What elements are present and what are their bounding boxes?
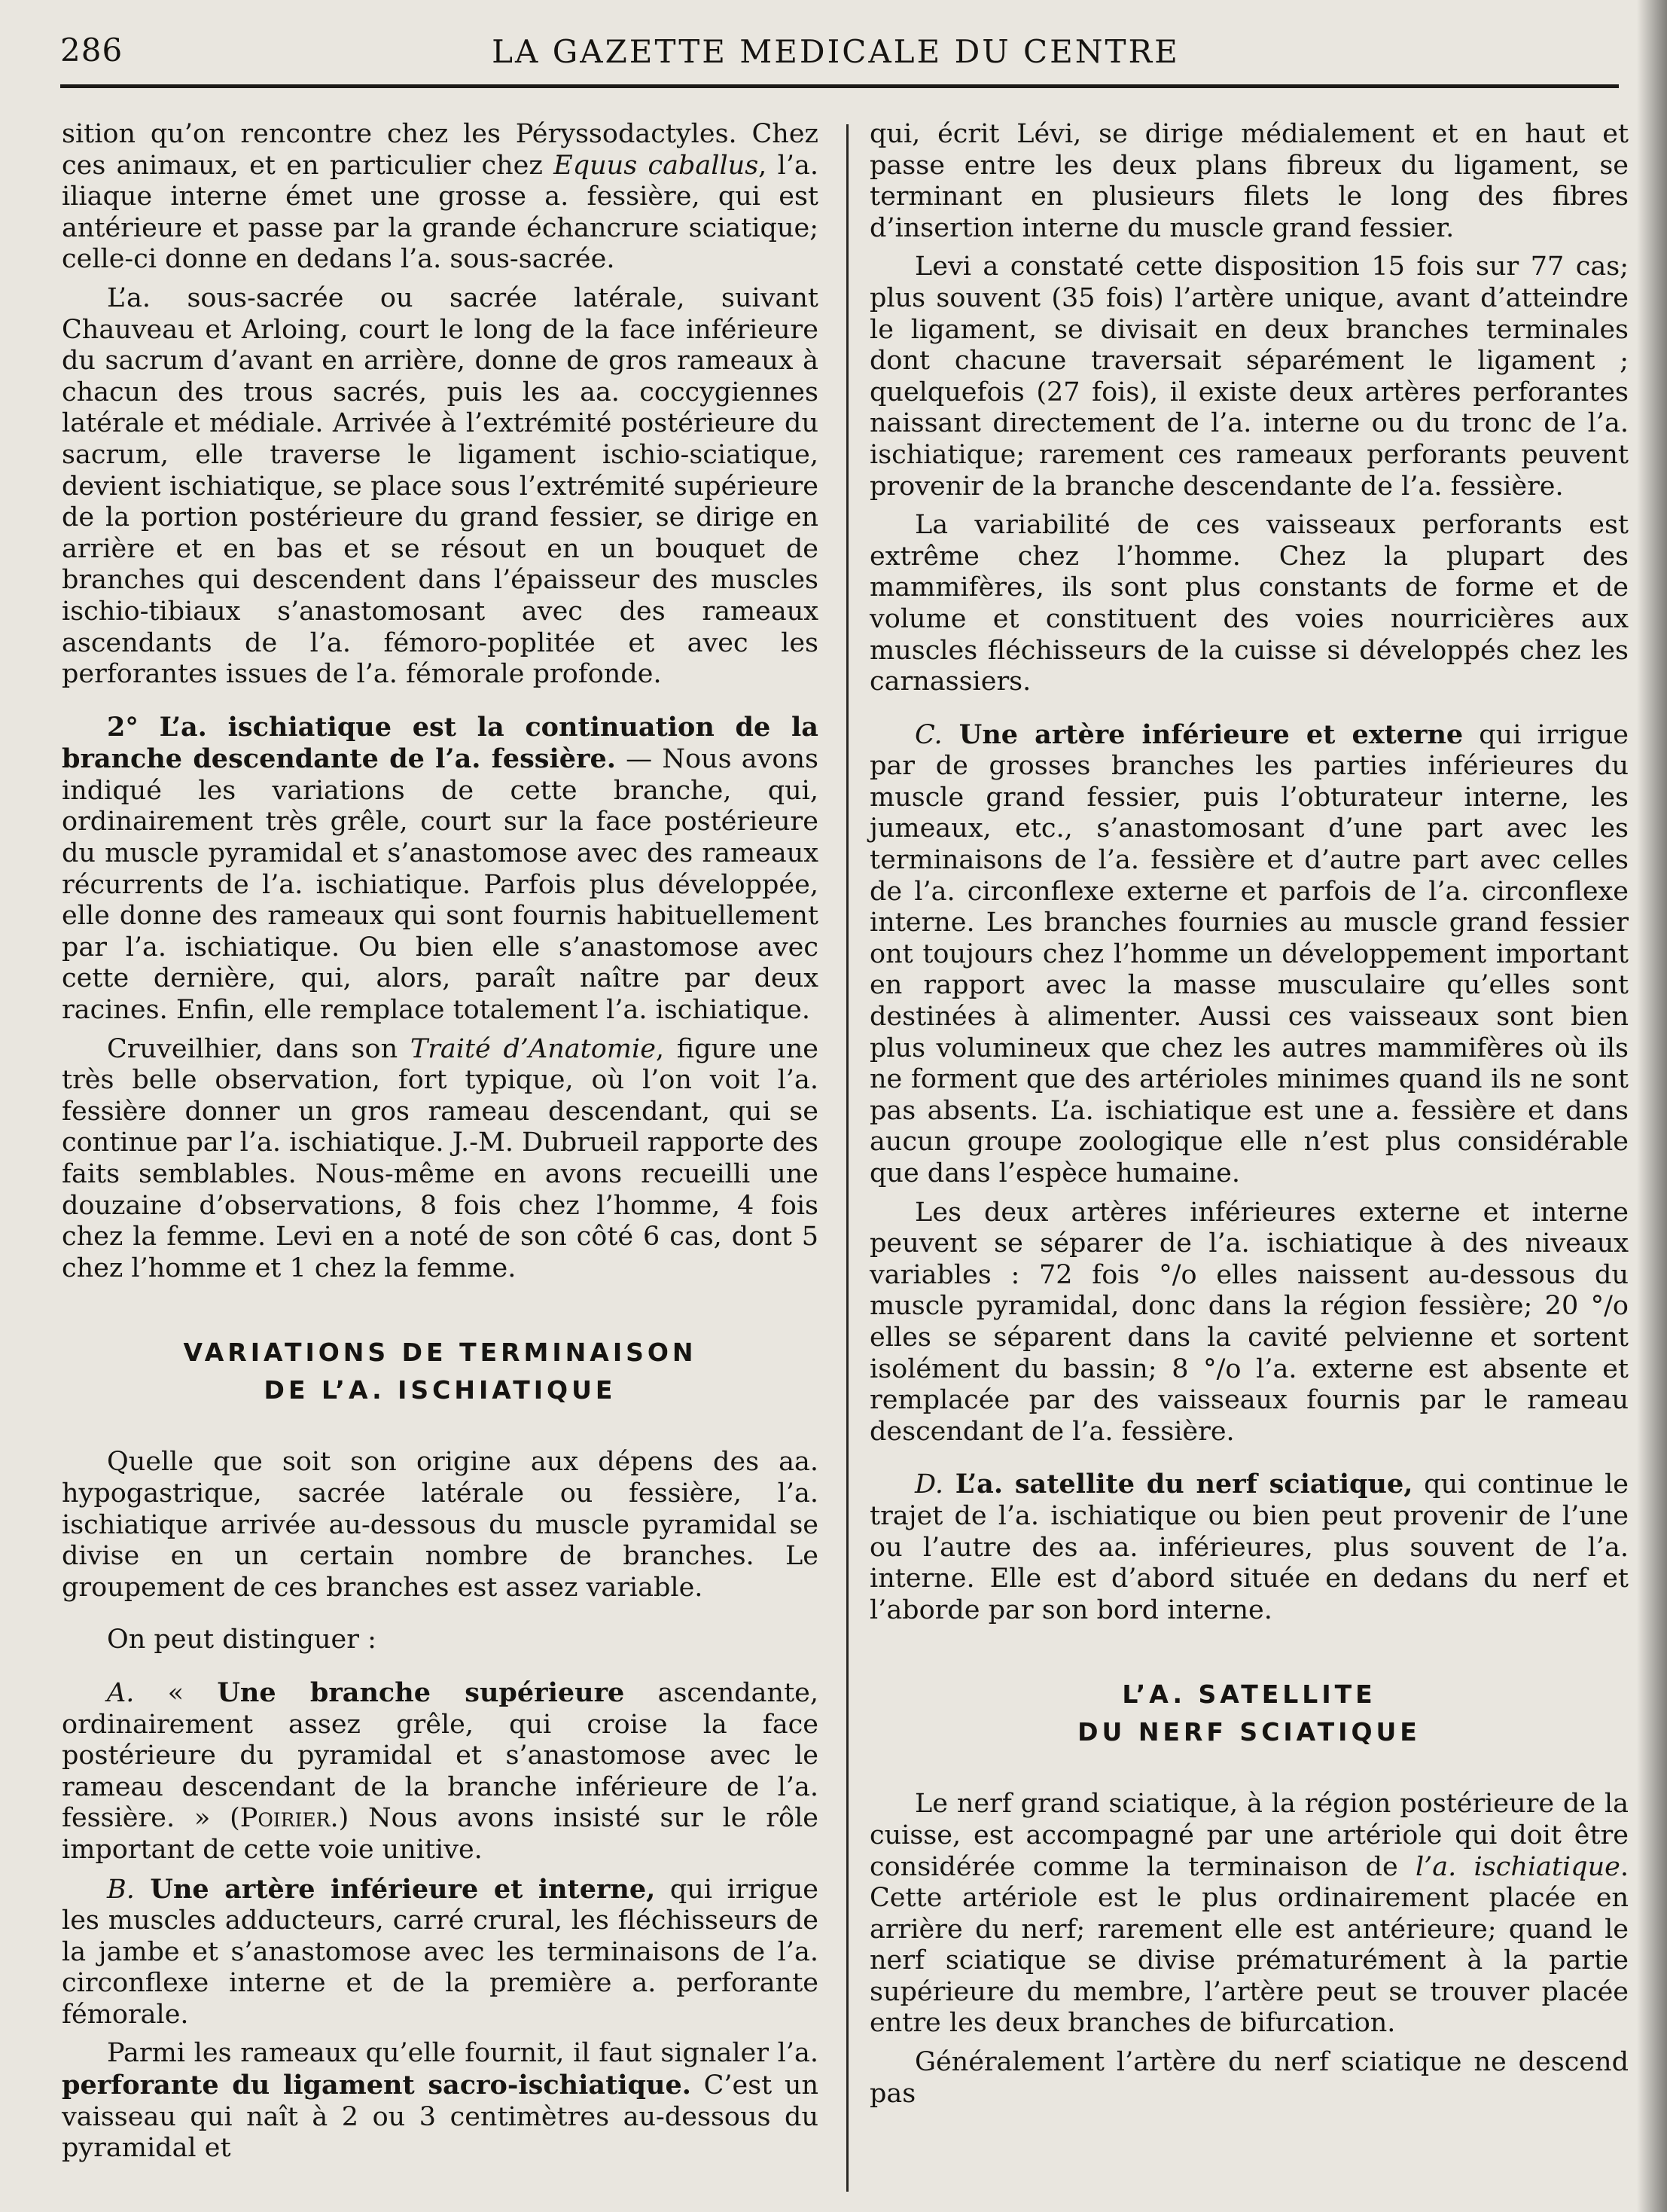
paragraph-branch-c: C. Une artère inférieure et externe qui irrigue par de grosses branches les parties inférieures du muscle grand fessier, puis l’obturateur interne, les jumeaux, etc., s’anastomosant d’une part avec les terminaisons de l’a. fessière et d’autre part avec celles de l’a. circonflexe externe et parfois de l’a. circonflexe interne. Les branches fournies au muscle grand fessier ont toujours chez l’homme un développement important en rapport avec la masse musculaire qu’elles sont destinées à alimenter. Aussi ces vaisseaux sont bien plus volumineux que chez les autres mammifères où ils ne forment que des artérioles minimes quand ils ne sont pas absents. L’a. ischiatique est une a. fessière et dans aucun groupe zoologique elle n’est plus considérable que dans l’espèce humaine. xyxy=(870,719,1629,1188)
paragraph-branch-b: B. Une artère inférieure et interne, qui irrigue les muscles adducteurs, carré crural, les fléchisseurs de la jambe et s’anastomose avec les terminaisons de l’a. circonflexe interne et de la première a. perforante fémorale. xyxy=(62,1873,818,2030)
paragraph-levi-cases: Levi a constaté cette disposition 15 fois sur 77 cas; plus souvent (35 fois) l’artère unique, avant d’atteindre le ligament, se divisait en deux branches terminales dont chacune traversait séparément le ligament ; quelquefois (27 fois), il existe deux artères perforantes naissant directement de l’a. interne ou du tronc de l’a. ischiatique; rarement ces rameaux perforants peuvent provenir de la branche descendante de l’a. fessière. xyxy=(870,252,1629,502)
paragraph-sous-sacree: L’a. sous-sacrée ou sacrée latérale, suivant Chauveau et Arloing, court le long de la face inférieure du sacrum d’avant en arrière, donne de gros rameaux à chacun des trous sacrés, puis les aa. coccygiennes latérale et médiale. Arrivée à l’extrémité postérieure du sacrum, elle traverse le ligament ischio-sciatique, devient ischiatique, se place sous l’extrémité supérieure de la portion postérieure du grand fessier, se dirige en arrière et en bas et se résout en un bouquet de branches qui descendent dans l’épaisseur des muscles ischio-tibiaux s’anastomosant avec des rameaux ascendants de l’a. fémoro-poplitée et avec les perforantes issues de l’a. fémorale profonde. xyxy=(62,282,818,690)
paragraph-niveaux: Les deux artères inférieures externe et interne peuvent se séparer de l’a. ischiatique à des niveaux variables : 72 fois °/o elles naissent au-dessous du muscle pyramidal, donc dans la région fessière; 20 °/o elles se séparent dans la cavité pelvienne et sortent isolément du bassin; 8 °/o l’a. externe est absente et remplacée par des vaisseaux fournis par le rameau descendant de l’a. fessière. xyxy=(870,1197,1629,1447)
paragraph-distinguer: On peut distinguer : xyxy=(107,1625,376,1655)
paragraph-levi: qui, écrit Lévi, se dirige médialement et en haut et passe entre les deux plans fibreux du ligament, se terminant en plusieurs filets le long des fibres d’insertion interne du muscle grand fessier. xyxy=(870,119,1629,243)
page-number: 286 xyxy=(60,32,123,69)
paragraph-variabilite: La variabilité de ces vaisseaux perforants est extrême chez l’homme. Chez la plupart des mammifères, ils sont plus constants de forme et de volume et constituent des voies nourricières aux muscles fléchisseurs de la cuisse si développés chez les carnassiers. xyxy=(870,510,1629,697)
paragraph-perforante: Parmi les rameaux qu’elle fournit, il faut signaler l’a. perforante du ligament sacro-ischiatique. C’est un vaisseau qui naît à 2 ou 3 centimètres au-dessous du pyramidal et xyxy=(62,2038,818,2164)
paragraph-branch-a: A. « Une branche supérieure ascendante, ordinairement assez grêle, qui croise la face postérieure du pyramidal et s’anastomose avec le rameau descendant de la branche inférieure de l’a. fessière. » (Poirier.) Nous avons insisté sur le rôle important de cette voie unitive. xyxy=(62,1677,818,1865)
paragraph-perissodactyls: sition qu’on rencontre chez les Péryssodactyles. Chez ces animaux, et en particulier chez Equus caballus, l’a. iliaque interne émet une grosse a. fessière, qui est antérieure et passe par la grande échancrure sciatique; celle-ci donne en dedans l’a. sous-sacrée. xyxy=(62,119,818,275)
running-head xyxy=(60,32,1611,84)
journal-title: LA GAZETTE MEDICALE DU CENTRE xyxy=(492,33,1180,70)
left-column xyxy=(62,119,818,2172)
right-column xyxy=(870,119,1629,2117)
page-edge-shadow xyxy=(1637,0,1667,2212)
header-rule xyxy=(60,84,1619,88)
column-divider xyxy=(846,124,849,2192)
paragraph-branch-d: D. L’a. satellite du nerf sciatique, qui continue le trajet de l’a. ischiatique ou bien peut provenir de l’une ou l’autre des aa. inférieures, plus souvent de l’a. interne. Elle est d’abord située en dedans du nerf et l’aborde par son bord interne. xyxy=(870,1469,1629,1625)
paragraph-cruveilhier: Cruveilhier, dans son Traité d’Anatomie, figure une très belle observation, fort typique, où l’on voit l’a. fessière donner un gros rameau descendant, qui se continue par l’a. ischiatique. J.-M. Dubrueil rapporte des faits semblables. Nous-même en avons recueilli une douzaine d’observations, 8 fois chez l’homme, 4 fois chez la femme. Levi en a noté de son côté 6 cas, dont 5 chez l’homme et 1 chez la femme. xyxy=(62,1033,818,1283)
paragraph-nerf-sciatique: Le nerf grand sciatique, à la région postérieure de la cuisse, est accompagné par une artériole qui doit être considérée comme la terminaison de l’a. ischiatique. Cette artériole est le plus ordinairement placée en arrière du nerf; rarement elle est antérieure; quand le nerf sciatique se divise prématurément à la partie supérieure du membre, l’artère peut se trouver placée entre les deux branches de bifurcation. xyxy=(870,1789,1629,2039)
section-heading-satellite: L’A. SATELLITE DU NERF SCIATIQUE xyxy=(1077,1680,1421,1747)
paragraph-origine: Quelle que soit son origine aux dépens des aa. hypogastrique, sacrée latérale ou fessière, l’a. ischiatique arrivée au-dessous du muscle pyramidal se divise en un certain nombre de branches. Le groupement de ces branches est assez variable. xyxy=(62,1447,818,1603)
paragraph-ischiatique-continuation: 2° L’a. ischiatique est la continuation de la branche descendante de l’a. fessière. — Nous avons indiqué les variations de cette branche, qui, ordinairement très grêle, court sur la face postérieure du muscle pyramidal et s’anastomose avec des rameaux récurrents de l’a. ischiatique. Parfois plus développée, elle donne des rameaux qui sont fournis habituellement par l’a. ischiatique. Ou bien elle s’anastomose avec cette dernière, qui, alors, paraît naître par deux racines. Enfin, elle remplace totalement l’a. ischiatique. xyxy=(62,711,818,1026)
section-heading-variations: VARIATIONS DE TERMINAISON DE L’A. ISCHIATIQUE xyxy=(183,1338,697,1405)
paragraph-generalement: Généralement l’artère du nerf sciatique ne descend pas xyxy=(870,2047,1629,2109)
